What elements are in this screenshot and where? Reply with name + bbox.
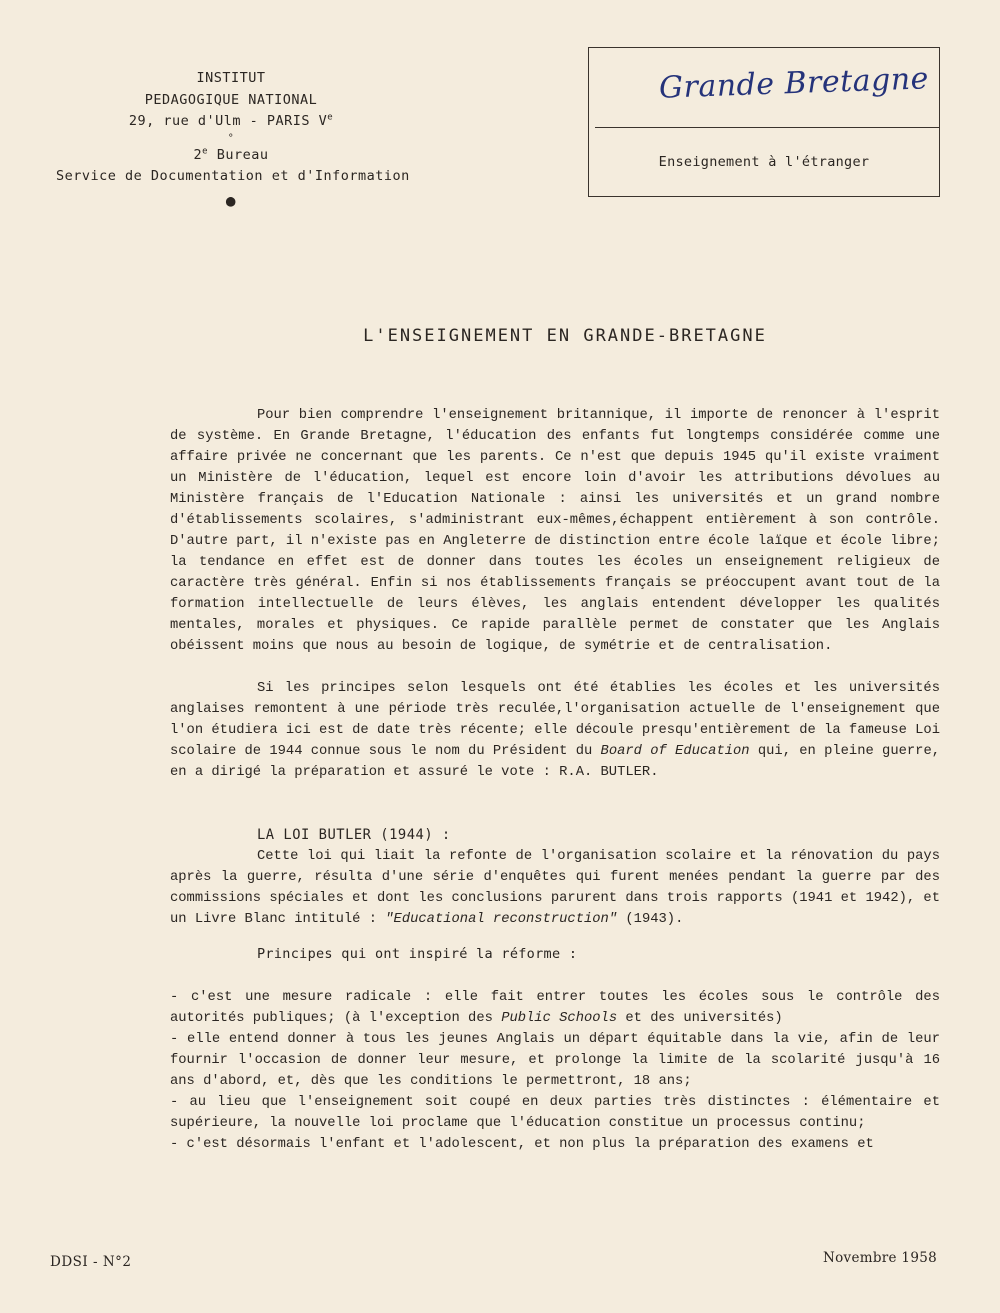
document-date: Novembre 1958 (823, 1250, 937, 1266)
classification-box (588, 47, 940, 197)
address-text: 29, rue d'Ulm - PARIS V (128, 113, 328, 129)
paragraph-butler-text-a: Cette loi qui liait la refonte de l'organisation scolaire et la rénovation du pays après la guerre, résulta d'une série d'enquêtes qui furent menées pendant la guerre par des commissions spéciales et dont les conclusions parurent dans trois rapports (1941 et 1942), et un Livre Blanc intitulé : (170, 849, 940, 927)
institute-address (56, 111, 406, 133)
list-item (170, 987, 940, 1029)
document-reference: DDSI - N°2 (50, 1254, 132, 1270)
bureau-superscript: e (202, 146, 209, 156)
paragraph-origins-text-a: Si les principes selon lesquels ont été établies les écoles et les universités anglaises remontent à une période très reculée,l'organisation actuelle de l'enseignement que l'on étudiera ici est de date très récente; elle découle presqu'entièrement de la fameuse Loi scolaire de 1944 connue sous le nom du Président du (170, 681, 940, 759)
service-line: Service de Documentation et d'Information (56, 168, 410, 184)
list-item: - au lieu que l'enseignement soit coupé en deux parties très distinctes : élémentaire et supérieure, la nouvelle loi proclame que l'éducation constitue un processus continu; (170, 1095, 940, 1131)
bullet-mark: ● (225, 190, 237, 210)
list-item: - c'est désormais l'enfant et l'adolescent, et non plus la préparation des examens et (170, 1137, 874, 1152)
paragraph-origins-emphasis: Board of Education (600, 744, 750, 759)
classification-caption: Enseignement à l'étranger (658, 154, 870, 170)
list-item-emphasis: Public Schools (501, 1011, 618, 1026)
box-rule (595, 127, 939, 128)
document-title: L'ENSEIGNEMENT EN GRANDE-BRETAGNE (363, 326, 767, 346)
bureau-number: 2 (193, 146, 203, 163)
paragraph-origins-text-b: qui, en pleine guerre, en a dirigé la préparation et assuré le vote : R.A. BUTLER. (170, 744, 941, 780)
institute-line-2: PEDAGOGIQUE NATIONAL (144, 91, 318, 108)
bureau-line (56, 145, 406, 167)
list-item: - elle entend donner à tous les jeunes Anglais un départ équitable dans la vie, afin de leur fournir l'occasion de donner leur mesure, et prolonge la limite de la scolarité jusqu'à 16 ans d'abord, et, dès que les conditions le permettront, 18 ans; (170, 1032, 940, 1089)
degree-mark: ° (227, 132, 235, 144)
paragraph-origins (170, 678, 940, 783)
paragraph-butler-emphasis: "Educational reconstruction" (385, 912, 618, 927)
section-title: LA LOI BUTLER (1944) : (257, 827, 451, 843)
paragraph-intro: Pour bien comprendre l'enseignement britannique, il importe de renoncer à l'esprit de système. En Grande Bretagne, l'éducation des enfants fut longtemps considérée comme une affaire privée ne concernant que les parents. Ce n'est que depuis 1945 qu'il existe vraiment un Ministère de l'éducation, lequel est encore loin d'avoir les attributions dévolues au Ministère français de l'Education Nationale : ainsi les universités et un grand nombre d'établissements scolaires, s'administrant eux-mêmes,échappent entièrement à son contrôle. D'autre part, il n'existe pas en Angleterre de distinction entre école laïque et école libre; la tendance en effet est de donner dans toutes les écoles un enseignement religieux de caractère très général. Enfin si nos établissements français se préoccupent avant tout de la formation intellectuelle de leurs élèves, les anglais entendent développer les qualités mentales, morales et physiques. Ce rapide parallèle permet de constater que les Anglais obéissent moins que nous au besoin de logique, de symétrie et de centralisation. (170, 408, 940, 654)
document-body (170, 405, 940, 1155)
list-item-text-a: - c'est une mesure radicale : elle fait entrer toutes les écoles sous le contrôle des autorités publiques; (à l'exception des (170, 990, 940, 1026)
bureau-text: Bureau (208, 146, 269, 163)
paragraph-butler (170, 846, 940, 930)
principles-subtitle: Principes qui ont inspiré la réforme : (257, 946, 578, 962)
institute-line-1: INSTITUT (196, 70, 266, 86)
paragraph-butler-text-b: (1943). (617, 912, 684, 927)
address-superscript: e (327, 112, 334, 123)
handwritten-country: Grande Bretagne (658, 61, 930, 106)
list-item-text-b: et des universités) (617, 1011, 783, 1026)
institute-header (56, 68, 410, 212)
principles-list (170, 987, 940, 1155)
